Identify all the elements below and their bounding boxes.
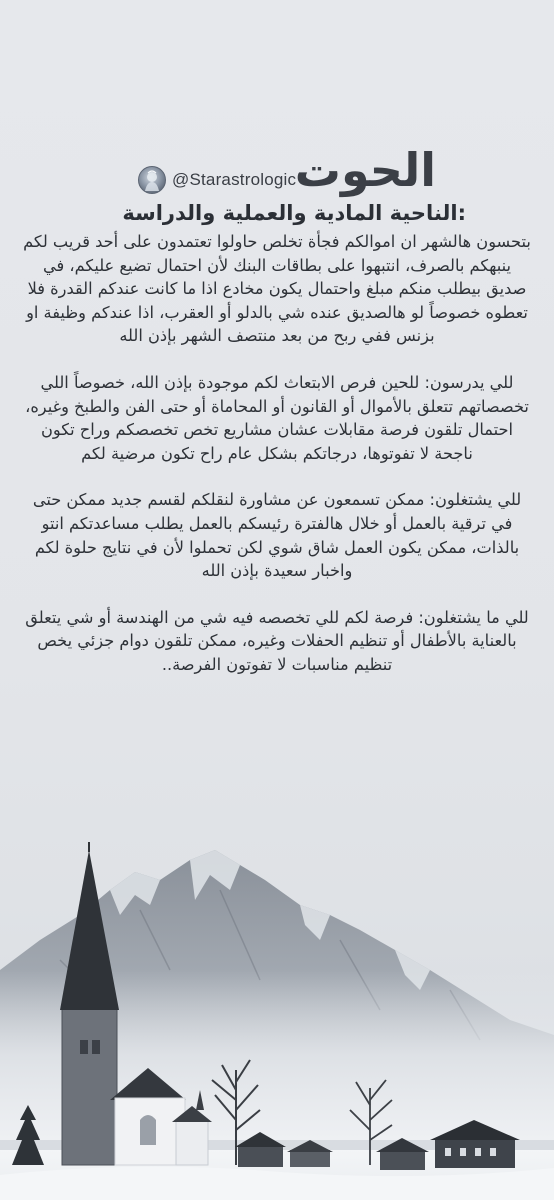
church-tower: [62, 1005, 117, 1165]
author-handle[interactable]: @Starastrologic: [172, 170, 297, 189]
page-title: الحوت: [294, 143, 436, 197]
paragraph-finance: بتحسون هالشهر ان اموالكم فجأة تخلص حاولوا تعتمدون على أحد قريب لكم ينبهكم بالصرف، انتبهوا على بطاقات البنك لأن احتمال تضيع عليكم، في صديق بيطلب منكم مبلغ واحتمال يكون مخادع اذا ما كانت عندكم القدرة فلا تعطوه خصوصاً لو هالصديق عنده شي بالدلو أو العقرب، اذا عندكم وظيفة او بزنس ففي ربح من بعد منتصف الشهر بإذن الله: [23, 232, 531, 346]
paragraph-unemployed: للي ما يشتغلون: فرصة لكم للي تخصصه فيه شي من الهندسة أو شي يتعلق بالعناية بالأطفال أو تنظيم الحفلات وغيره، ممكن تلقون دوام جزئي يخص تنظيم مناسبات لا تفوتون الفرصة..: [25, 607, 529, 674]
avatar[interactable]: [138, 166, 166, 194]
horoscope-body: [22, 230, 532, 700]
winter-church-landscape: [0, 820, 554, 1200]
section-heading: :الناحية المادية والعملية والدراسة: [122, 201, 466, 225]
paragraph-employees: للي يشتغلون: ممكن تسمعون عن مشاورة لنقلكم لقسم جديد ممكن حتى في ترقية بالعمل أو خلال هالفترة رئيسكم بالعمل يطلب مساعدتكم انتو بالذات، ممكن يكون العمل شاق شوي لكن تحملوا لأن في نتايج حلوة لكم واخبار سعيدة بإذن الله: [32, 490, 522, 581]
paragraph-students: للي يدرسون: للحين فرص الابتعاث لكم موجودة بإذن الله، خصوصاً اللي تخصصاتهم تتعلق بالأموال أو القانون أو المحاماة أو حتى الفن والطبخ وغيره، احتمال تلقون فرصة مقابلات عشان مشاريع تخص تخصصكم وراح تكون ناجحة لا تفوتوها، درجاتكم بشكل عام راح تكون مرضية لكم: [25, 372, 529, 463]
author-badge[interactable]: [138, 166, 296, 194]
zodiac-avatar-icon: [139, 167, 165, 193]
header: [0, 140, 554, 200]
